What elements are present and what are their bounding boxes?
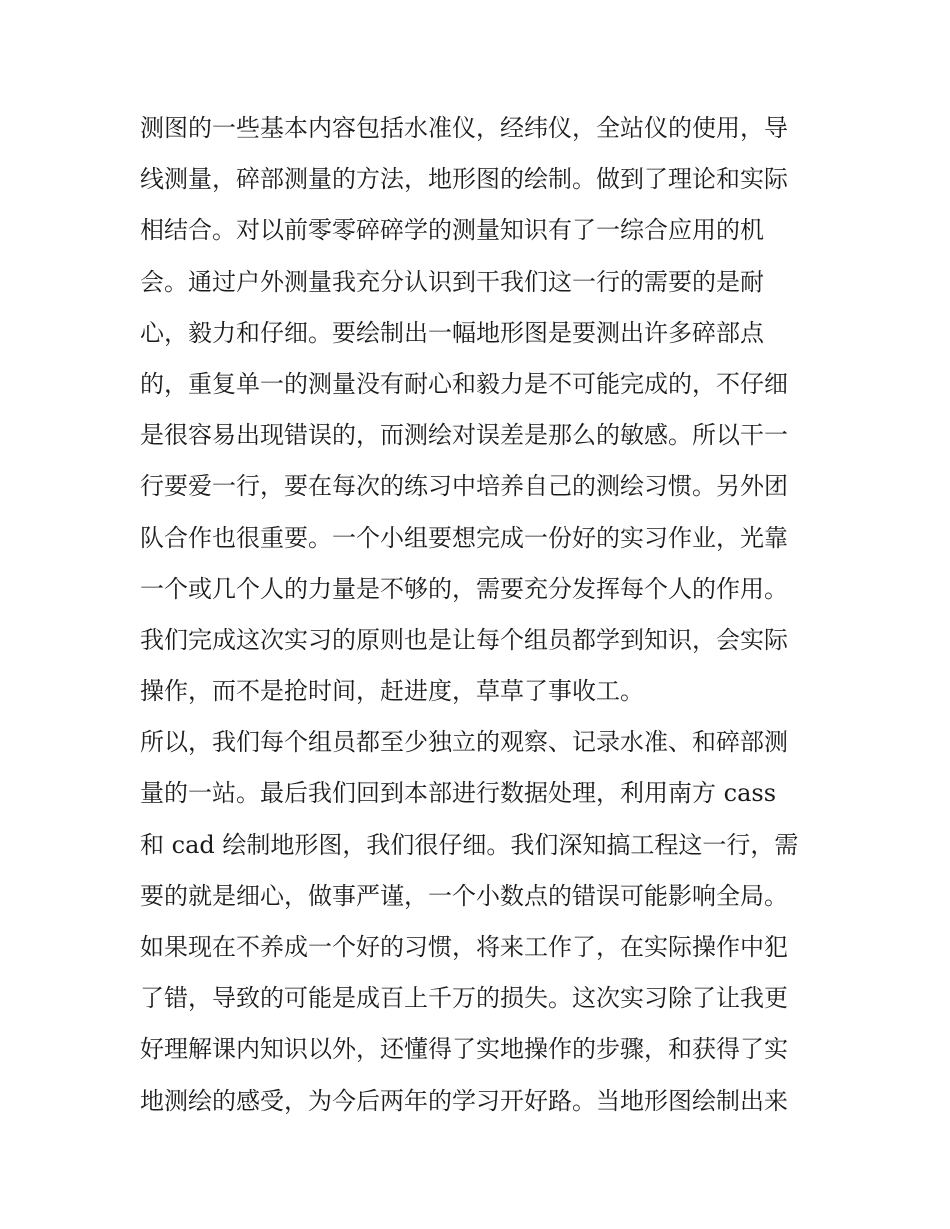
text-line-3: 相结合。对以前零零碎碎学的测量知识有了一综合应用的机 [140,216,764,245]
text-line-10: 一个或几个人的力量是不够的，需要充分发挥每个人的作用。 [140,574,788,603]
text-line-5: 心，毅力和仔细。要绘制出一幅地形图是要测出许多碎部点 [140,318,764,347]
text-line-20: 地测绘的感受，为今后两年的学习开好路。当地形图绘制出来 [140,1086,788,1115]
text-line-17: 如果现在不养成一个好的习惯，将来工作了，在实际操作中犯 [140,933,788,961]
text-line-13: 所以，我们每个组员都至少独立的观察、记录水准、和碎部测 [140,728,788,757]
text-line-4: 会。通过户外测量我充分认识到干我们这一行的需要的是耐 [140,267,764,296]
text-line-12: 操作，而不是抢时间，赶进度，草草了事收工。 [140,677,644,706]
text-line-11: 我们完成这次实习的原则也是让每个组员都学到知识，会实际 [140,625,788,654]
text-line-18: 了错，导致的可能是成百上千万的损失。这次实习除了让我更 [140,984,788,1013]
text-line-2: 线测量，碎部测量的方法，地形图的绘制。做到了理论和实际 [140,165,788,194]
text-line-15: 和 cad 绘制地形图，我们很仔细。我们深知搞工程这一行，需 [140,830,799,859]
text-line-19: 好理解课内知识以外，还懂得了实地操作的步骤，和获得了实 [140,1035,788,1064]
body-text [140,103,820,1127]
text-line-8: 行要爱一行，要在每次的练习中培养自己的测绘习惯。另外团 [140,472,788,501]
text-line-14: 量的一站。最后我们回到本部进行数据处理，利用南方 cass [140,779,777,808]
text-line-6: 的，重复单一的测量没有耐心和毅力是不可能完成的，不仔细 [140,369,788,398]
text-line-9: 队合作也很重要。一个小组要想完成一份好的实习作业，光靠 [140,523,788,552]
text-line-1: 测图的一些基本内容包括水准仪，经纬仪，全站仪的使用，导 [140,114,788,142]
text-line-7: 是很容易出现错误的，而测绘对误差是那么的敏感。所以干一 [140,421,788,450]
text-line-16: 要的就是细心，做事严谨，一个小数点的错误可能影响全局。 [140,881,788,910]
